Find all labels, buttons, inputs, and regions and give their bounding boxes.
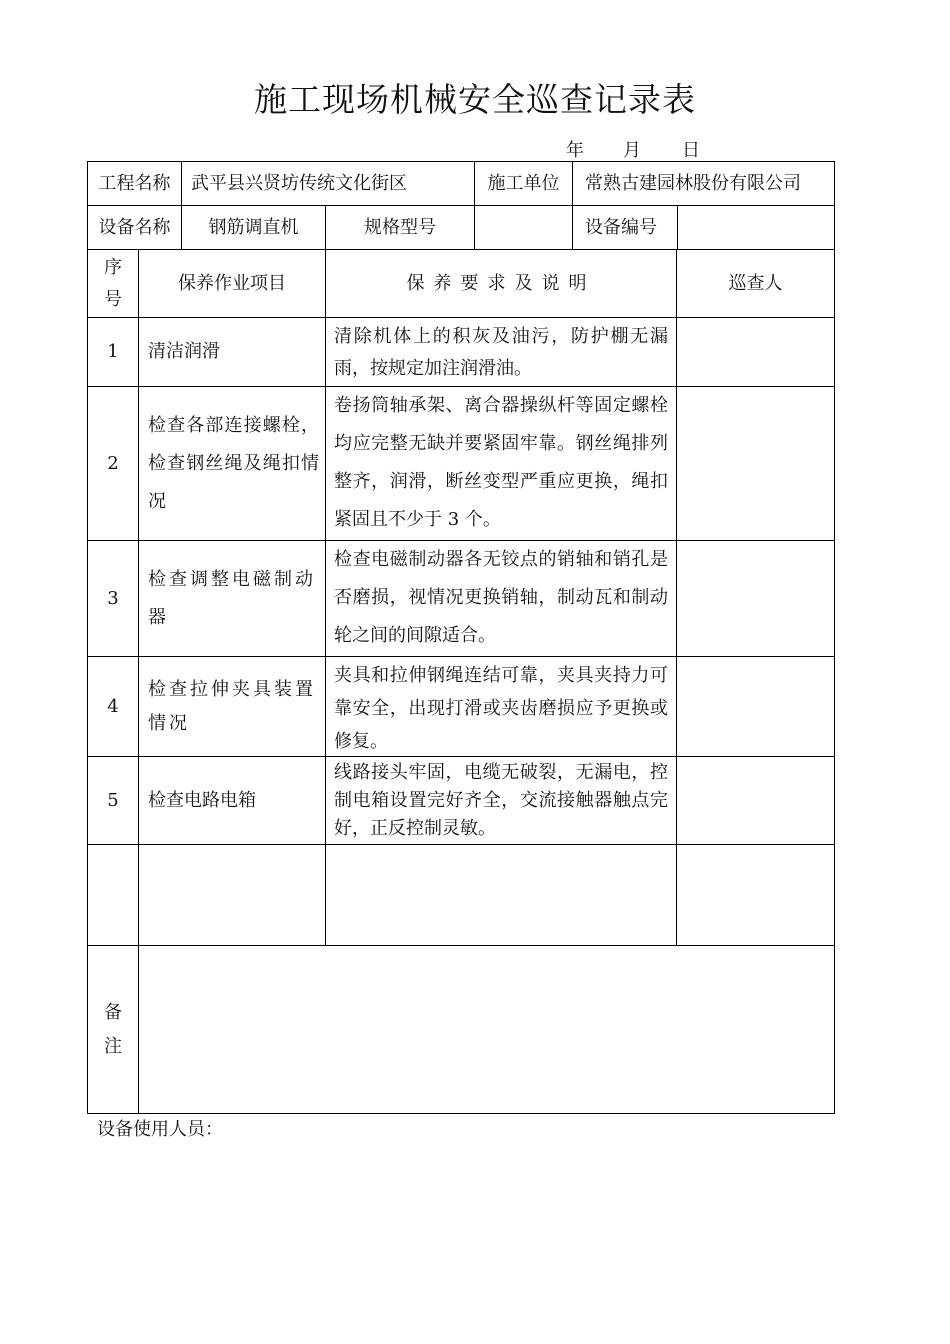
row-1-item: 清洁润滑 xyxy=(148,341,220,362)
row-2-item: 检查各部连接螺栓，检查钢丝绳及绳扣情况 xyxy=(148,414,319,512)
remarks-value xyxy=(139,946,834,1113)
row-2-requirements: 卷扬筒轴承架、离合器操纵杆等固定螺栓均应完整无缺并要紧固牢靠。钢丝绳排列整齐，润滑，断丝变型严重应更换，绳扣紧固且不少于 3 个。 xyxy=(334,395,668,530)
equipment-name-label: 设备名称 xyxy=(98,216,171,238)
header-item: 保养作业项目 xyxy=(178,272,286,294)
construction-unit-label: 施工单位 xyxy=(487,173,560,194)
construction-unit-value: 常熟古建园林股份有限公司 xyxy=(585,173,801,194)
model-label: 规格型号 xyxy=(364,216,436,238)
row-3-inspector xyxy=(677,541,834,656)
row-3-requirements: 检查电磁制动器各无铰点的销轴和销孔是否磨损，视情况更换销轴，制动瓦和制动轮之间的间隙适合。 xyxy=(334,549,668,646)
row-3-item: 检查调整电磁制动器 xyxy=(148,568,316,628)
row-1-no: 1 xyxy=(107,341,119,362)
date-month: 月 xyxy=(623,140,641,161)
equipment-name-value: 钢筋调直机 xyxy=(208,216,299,238)
row-4-requirements: 夹具和拉伸钢绳连结可靠，夹具夹持力可靠安全，出现打滑或夹齿磨损应予更换或修复。 xyxy=(334,665,668,752)
row-4-item: 检查拉伸夹具装置情况 xyxy=(148,678,316,734)
equipment-operator-label: 设备使用人员： xyxy=(97,1119,223,1140)
row-2-inspector xyxy=(677,387,834,540)
row-4-inspector xyxy=(677,657,834,756)
project-name-value: 武平县兴贤坊传统文化街区 xyxy=(191,173,407,194)
row-6-inspector xyxy=(677,845,834,945)
remarks-label: 备注 xyxy=(104,1001,122,1057)
row-6-no xyxy=(88,845,138,945)
row-1-inspector xyxy=(677,318,834,386)
page-title: 施工现场机械安全巡查记录表 xyxy=(254,80,696,119)
row-5-requirements: 线路接头牢固，电缆无破裂，无漏电，控制电箱设置完好齐全，交流接触器触点完好，正反控制灵敏。 xyxy=(334,762,668,839)
date-year: 年 xyxy=(566,140,584,161)
project-name-label: 工程名称 xyxy=(98,173,171,194)
inspection-form xyxy=(87,161,835,1114)
equipment-number-label: 设备编号 xyxy=(585,216,657,238)
row-5-no: 5 xyxy=(107,789,119,811)
row-1-requirements: 清除机体上的积灰及油污，防护棚无漏雨，按规定加注润滑油。 xyxy=(334,326,668,379)
header-requirements: 保养要求及说明 xyxy=(406,272,596,294)
row-3-no: 3 xyxy=(107,587,119,609)
row-6-requirements xyxy=(326,845,676,945)
row-2-no: 2 xyxy=(107,452,119,474)
row-5-item: 检查电路电箱 xyxy=(148,789,256,811)
date-day: 日 xyxy=(682,140,700,161)
row-6-item xyxy=(139,845,325,945)
row-4-no: 4 xyxy=(107,695,119,717)
model-value xyxy=(475,206,572,249)
equipment-number-value xyxy=(678,206,834,249)
header-seq: 序号 xyxy=(104,256,122,310)
row-5-inspector xyxy=(677,757,834,844)
header-inspector: 巡查人 xyxy=(728,272,783,294)
